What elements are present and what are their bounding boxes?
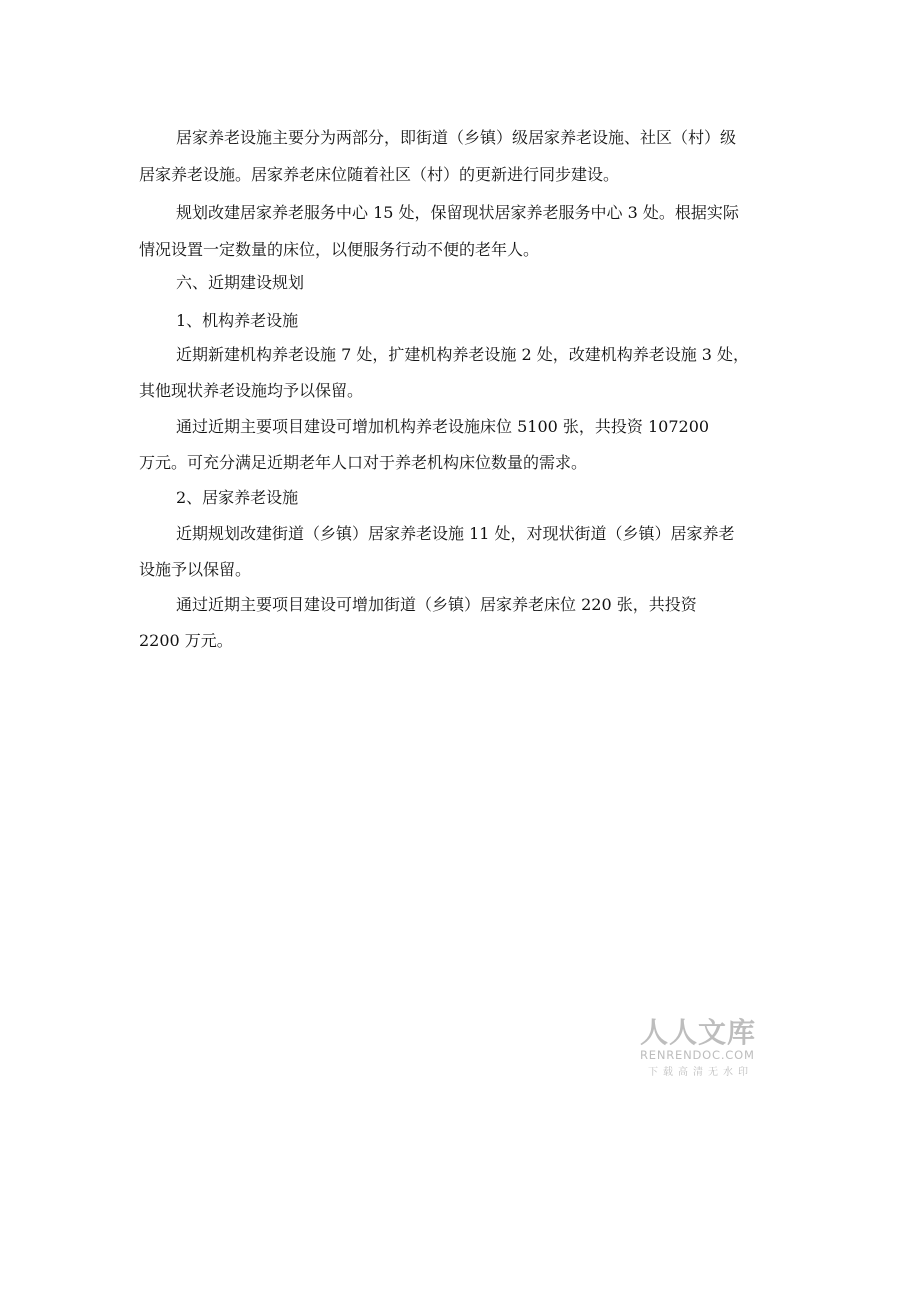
paragraph-line: 近期新建机构养老设施 7 处，扩建机构养老设施 2 处，改建机构养老设施 3 处，	[176, 345, 750, 364]
paragraph-line: 设施予以保留。	[139, 560, 252, 579]
paragraph-line: 近期规划改建街道（乡镇）居家养老设施 11 处，对现状街道（乡镇）居家养老	[176, 524, 735, 543]
paragraph-line: 规划改建居家养老服务中心 15 处，保留现状居家养老服务中心 3 处。根据实际	[176, 203, 739, 222]
section-heading: 六、近期建设规划	[176, 273, 305, 292]
paragraph-line: 通过近期主要项目建设可增加机构养老设施床位 5100 张，共投资 107200	[176, 417, 710, 436]
watermark-logo-image	[640, 1014, 780, 1080]
svg-text:RENRENDOC.COM: RENRENDOC.COM	[640, 1048, 755, 1062]
subsection-heading: 2、居家养老设施	[176, 488, 299, 507]
paragraph-line: 通过近期主要项目建设可增加街道（乡镇）居家养老床位 220 张，共投资	[176, 595, 697, 614]
paragraph-line: 情况设置一定数量的床位，以便服务行动不便的老年人。	[139, 240, 540, 259]
subsection-heading: 1、机构养老设施	[176, 311, 299, 330]
paragraph-line: 居家养老设施。居家养老床位随着社区（村）的更新进行同步建设。	[139, 165, 620, 184]
paragraph-line: 其他现状养老设施均予以保留。	[139, 381, 364, 400]
paragraph-line: 万元。可充分满足近期老年人口对于养老机构床位数量的需求。	[139, 453, 588, 472]
paragraph-line: 居家养老设施主要分为两部分，即街道（乡镇）级居家养老设施、社区（村）级	[176, 128, 737, 147]
svg-text:下载高清无水印: 下载高清无水印	[648, 1067, 753, 1078]
paragraph-line: 2200 万元。	[139, 631, 233, 650]
svg-text:人人文库: 人人文库	[640, 1016, 757, 1049]
watermark-logo	[640, 1014, 780, 1080]
